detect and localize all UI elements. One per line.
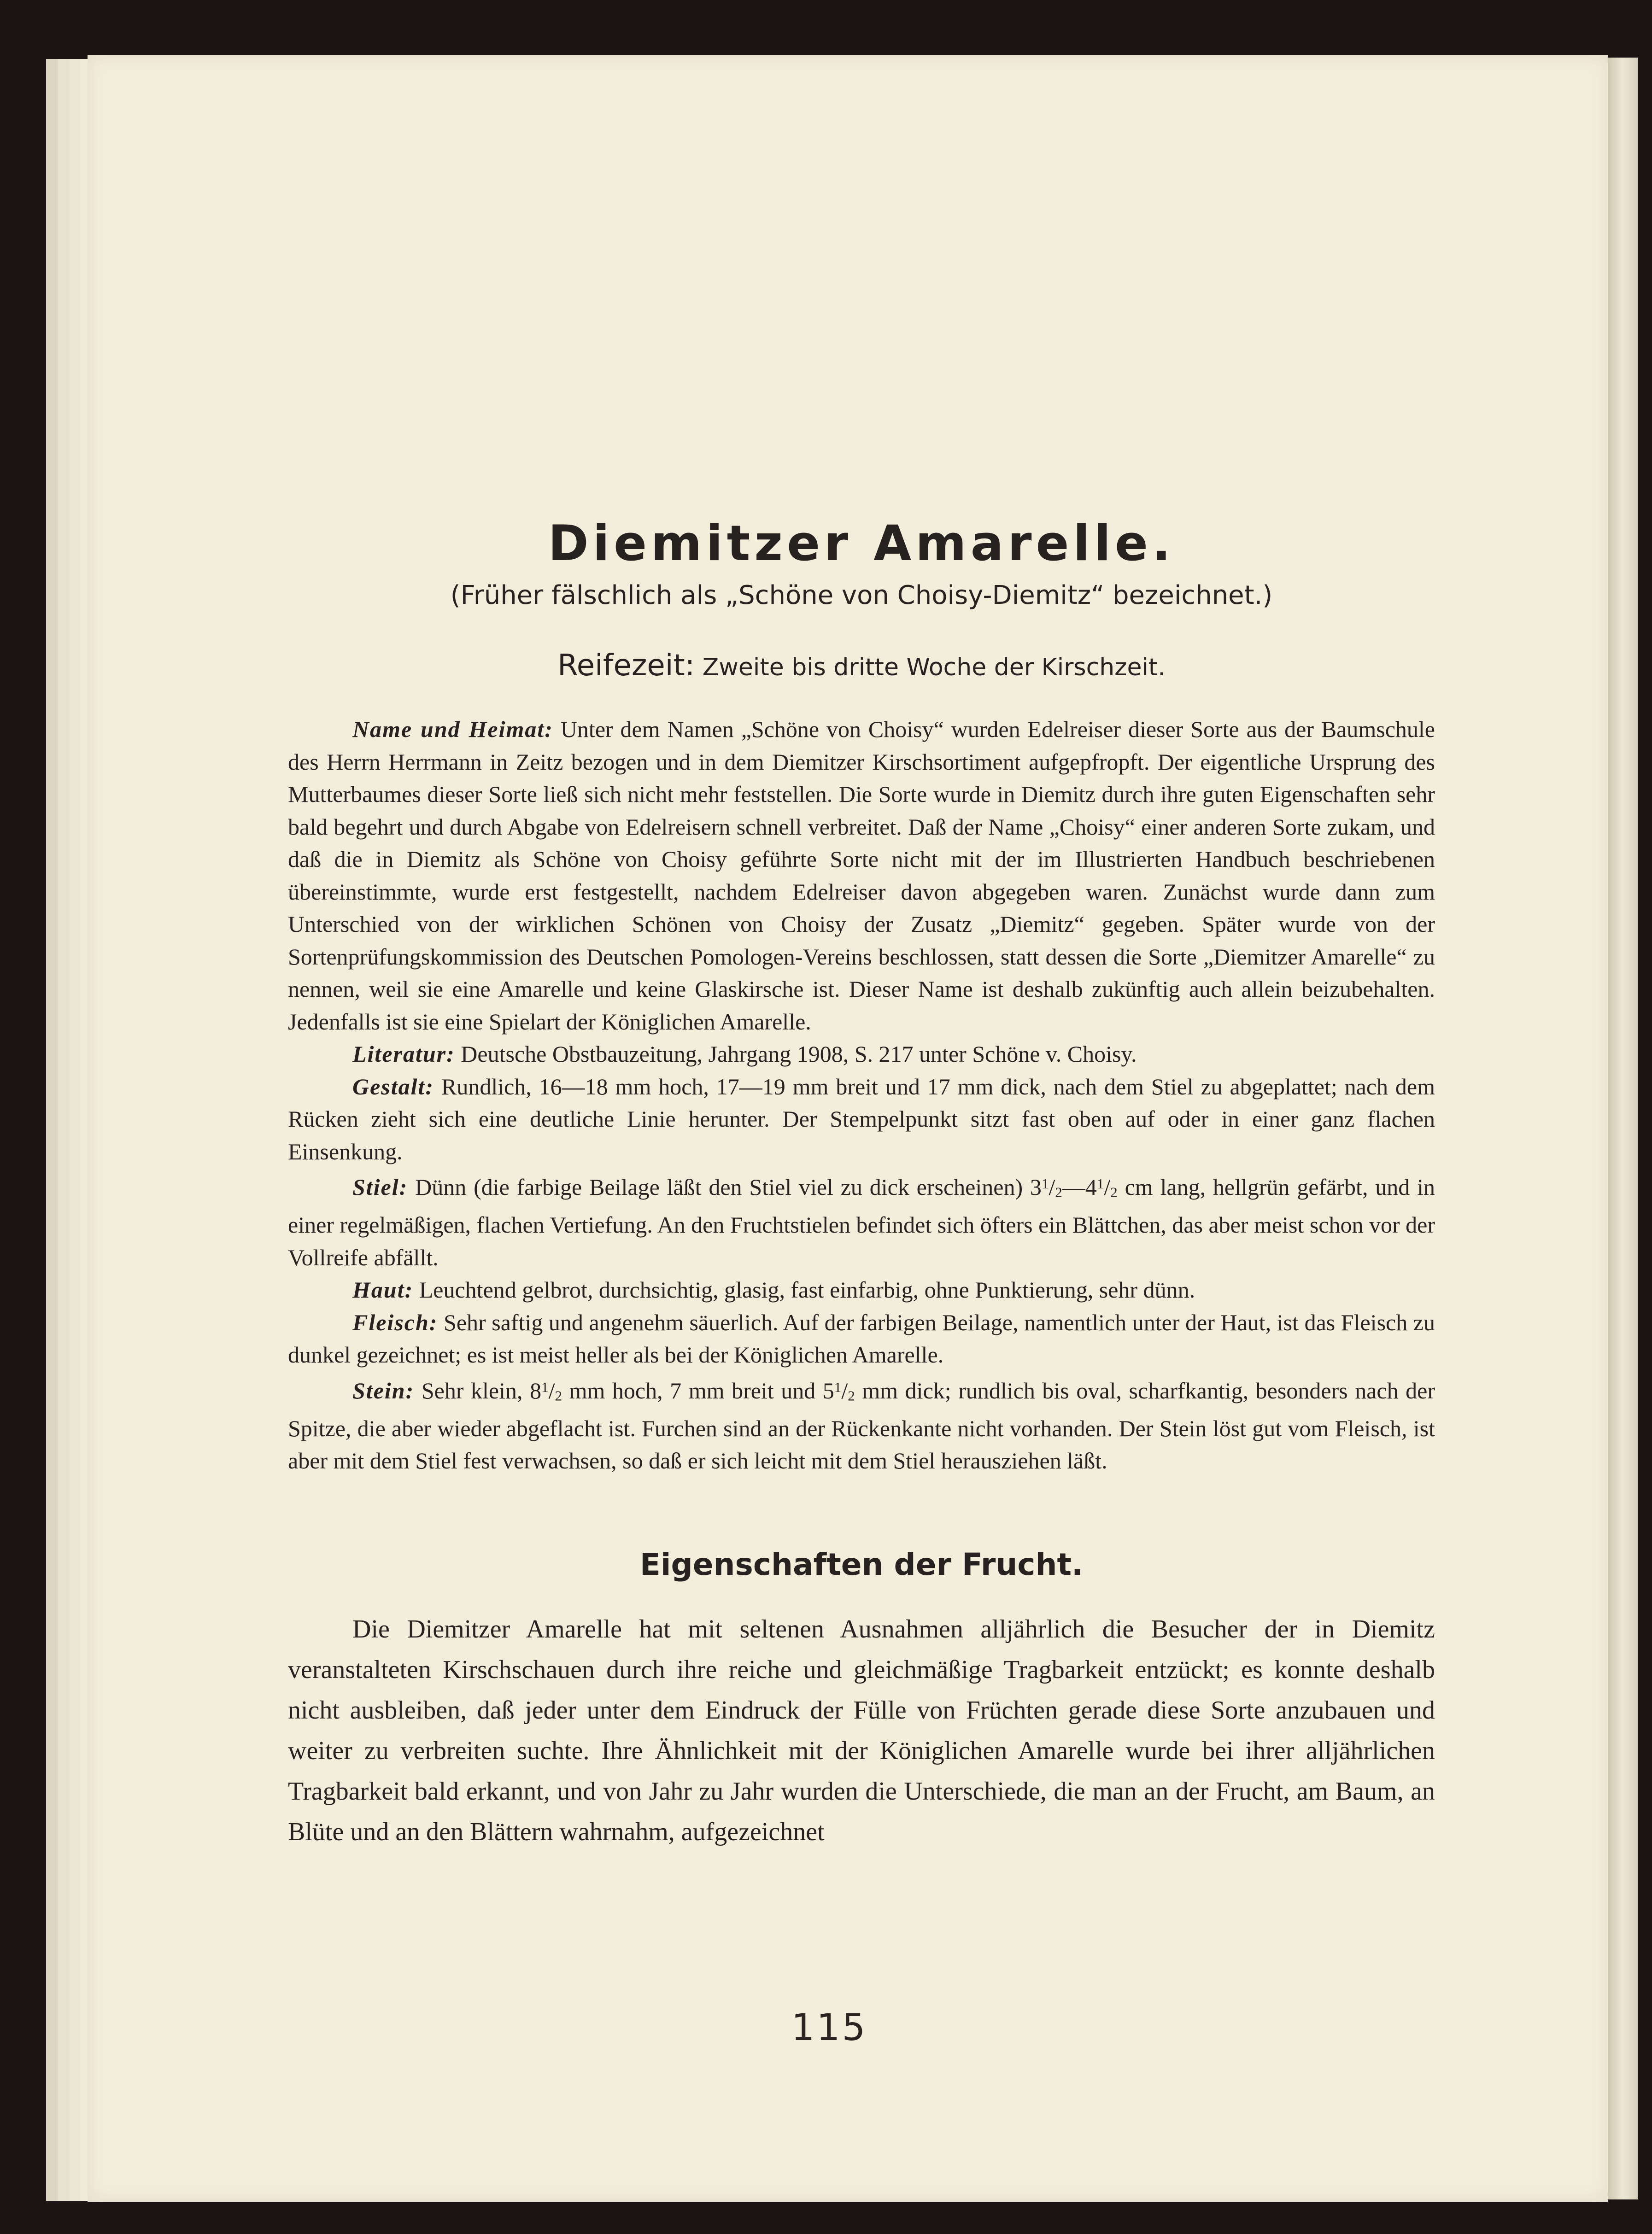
paragraph-fleisch xyxy=(288,1306,1435,1371)
stiel-label: Stiel: xyxy=(352,1174,408,1200)
paragraph-haut xyxy=(288,1274,1435,1306)
facing-page-edge xyxy=(1608,58,1638,2199)
reifezeit-label: Reifezeit: xyxy=(557,649,695,683)
stein-text-b: mm hoch, 7 mm breit und 5 xyxy=(562,1377,834,1404)
page-number: 115 xyxy=(791,2006,867,2049)
stein-text-a: Sehr klein, 8 xyxy=(414,1377,542,1404)
paragraph-name-heimat xyxy=(288,713,1435,1038)
fraction-numerator: 1 xyxy=(541,1379,549,1395)
page-content xyxy=(288,516,1435,1852)
stiel-text-b: —4 xyxy=(1062,1174,1097,1200)
stein-label: Stein: xyxy=(352,1377,415,1404)
literatur-text: Deutsche Obstbauzeitung, Jahrgang 1908, S. 217 unter Schöne v. Choisy. xyxy=(455,1041,1137,1067)
fraction-denominator: 2 xyxy=(1110,1184,1118,1200)
reifezeit-text: Zweite bis dritte Woche der Kirschzeit. xyxy=(695,654,1166,681)
paragraph-gestalt xyxy=(288,1070,1435,1168)
haut-label: Haut: xyxy=(352,1277,414,1303)
paragraph-stiel: Stiel: Dünn (die farbige Beilage läßt den Stiel viel zu dick erscheinen) $3^1/_2—4^1/_2$ cm lang, hellgrün gefärbt, und in einer regelmäßigen, flachen Vertiefung. An den Fruchtstielen befindet sich öfters ein Blättchen, das aber meist schon vor der Vollreife abfällt. xyxy=(288,1174,1435,1270)
fleisch-label: Fleisch: xyxy=(352,1309,438,1335)
fraction-denominator: 2 xyxy=(1055,1184,1062,1200)
fraction-numerator: 1 xyxy=(1041,1175,1049,1192)
fleisch-text: Sehr saftig und angenehm säuerlich. Auf der farbigen Beilage, namentlich unter der Haut, ist das Fleisch zu dunkel gezeichnet; es ist meist heller als bei der Königlichen Amarelle. xyxy=(288,1309,1435,1368)
description-block xyxy=(288,713,1435,1477)
fraction-denominator: 2 xyxy=(555,1387,562,1404)
gestalt-text: Rundlich, 16—18 mm hoch, 17—19 mm breit und 17 mm dick, nach dem Stiel zu abgeplattet; nach dem Rücken zieht sich eine deutliche Linie herunter. Der Stempelpunkt sitzt fast oben auf oder in einer ganz flachen Einsenkung. xyxy=(288,1073,1435,1164)
name-heimat-label: Name und Heimat: xyxy=(352,716,553,742)
reifezeit-line xyxy=(288,649,1435,684)
paragraph-eigenschaften: Die Diemitzer Amarelle hat mit seltenen Ausnahmen alljährlich die Besucher der in Diemitz veranstalteten Kirschschauen durch ihre reiche und gleichmäßige Tragbarkeit entzückt; es konnte deshalb nicht ausbleiben, daß jeder unter dem Eindruck der Fülle von Früchten gerade diese Sorte anzubauen und weiter zu verbreiten suchte. Ihre Ähnlichkeit mit der Königlichen Amarelle wurde bei ihrer alljährlichen Tragbarkeit bald erkannt, und von Jahr zu Jahr wurden die Unterschiede, die man an der Frucht, am Baum, an Blüte und an den Blättern wahrnahm, aufgezeichnet xyxy=(288,1614,1435,1846)
eigenschaften-block xyxy=(288,1609,1435,1852)
stein-text-c: mm dick; rundlich bis oval, scharfkantig, besonders nach der Spitze, die aber wieder abgeflacht ist. Furchen sind an der Rückenkante nicht vorhanden. Der Stein löst gut vom Fleisch, ist aber mit dem Stiel fest verwachsen, so daß er sich leicht mit dem Stiel herausziehen läßt. xyxy=(288,1377,1435,1474)
page-title: Diemitzer Amarelle. xyxy=(548,515,1175,572)
name-heimat-text: Unter dem Namen „Schöne von Choisy“ wurden Edelreiser dieser Sorte aus der Baumschule des Herrn Herrmann in Zeitz bezogen und in dem Diemitzer Kirschsortiment aufgepfropft. Der eigentliche Ursprung des Mutterbaumes dieser Sorte ließ sich nicht mehr feststellen. Die Sorte wurde in Diemitz durch ihre guten Eigenschaften sehr bald begehrt und durch Abgabe von Edelreisern schnell verbreitet. Daß der Name „Choisy“ einer anderen Sorte zukam, und daß die in Diemitz als Schöne von Choisy geführte Sorte nicht mit der im Illustrierten Handbuch beschriebenen übereinstimmte, wurde erst festgestellt, nachdem Edelreiser davon abgegeben waren. Zunächst wurde dann zum Unterschied von der wirklichen Schönen von Choisy der Zusatz „Diemitz“ gegeben. Später wurde von der Sortenprüfungskommission des Deutschen Pomologen-Vereins beschlossen, statt dessen die Sorte „Diemitzer Amarelle“ zu nennen, weil sie eine Amarelle und keine Glaskirsche ist. Dieser Name ist deshalb zukünftig auch allein beizubehalten. Jedenfalls ist sie eine Spielart der Königlichen Amarelle. xyxy=(288,716,1435,1035)
literatur-label: Literatur: xyxy=(352,1041,455,1067)
fraction-denominator: 2 xyxy=(848,1387,855,1404)
section-heading: Eigenschaften der Frucht. xyxy=(639,1546,1084,1582)
paragraph-stein: Stein: Sehr klein, $8^1/_2$ mm hoch, 7 mm breit und $5^1/_2$ mm dick; rundlich bis oval, scharfkantig, besonders nach der Spitze, die aber wieder abgeflacht ist. Furchen sind an der Rückenkante nicht vorhanden. Der Stein löst gut vom Fleisch, ist aber mit dem Stiel fest verwachsen, so daß er sich leicht mit dem Stiel herausziehen läßt. xyxy=(288,1377,1435,1474)
fraction-numerator: 1 xyxy=(1096,1175,1104,1192)
paragraph-literatur xyxy=(288,1038,1435,1070)
haut-text: Leuchtend gelbrot, durchsichtig, glasig, fast einfarbig, ohne Punktierung, sehr dünn. xyxy=(413,1277,1195,1303)
stiel-text-c: cm lang, hellgrün gefärbt, und in einer regelmäßigen, flachen Vertiefung. An den Fruchtstielen befindet sich öfters ein Blättchen, das aber meist schon vor der Vollreife abfällt. xyxy=(288,1174,1435,1270)
stiel-text-a: Dünn (die farbige Beilage läßt den Stiel viel zu dick erscheinen) 3 xyxy=(408,1174,1042,1200)
page-subtitle: (Früher fälschlich als „Schöne von Choisy-Diemitz“ bezeichnet.) xyxy=(450,580,1273,610)
fraction-numerator: 1 xyxy=(834,1379,842,1395)
gestalt-label: Gestalt: xyxy=(352,1073,434,1099)
